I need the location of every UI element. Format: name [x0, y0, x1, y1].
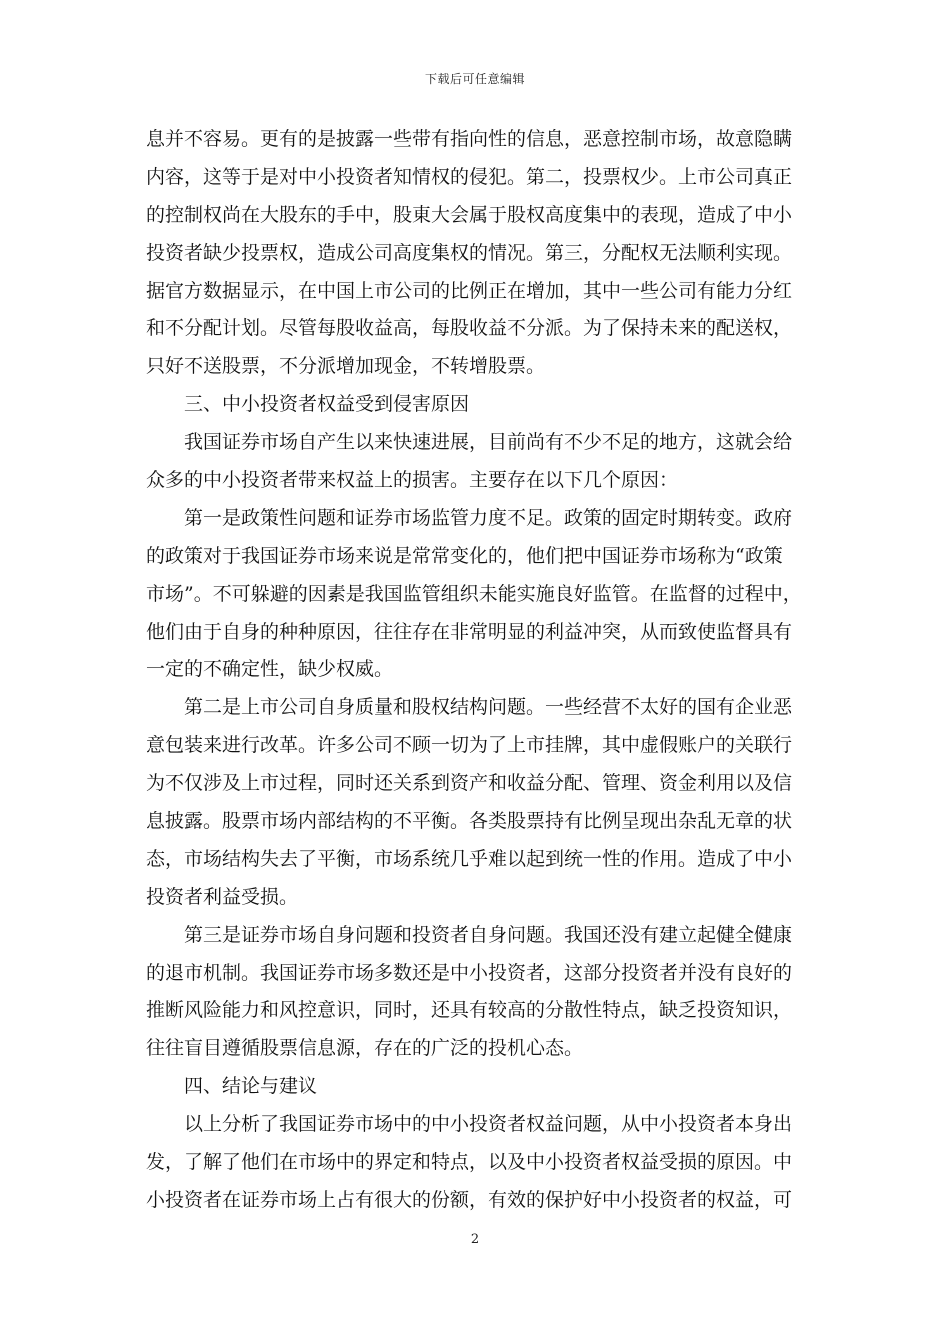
text-line: 的退市机制。我国证券市场多数还是中小投资者，这部分投资者并没有良好的	[146, 961, 793, 984]
text-line: 我国证券市场自产生以来快速进展，目前尚有不少不足的地方，这就会给	[184, 431, 793, 454]
text-line: 息并不容易。更有的是披露一些带有指向性的信息，恶意控制市场，故意隐瞒	[146, 128, 793, 150]
page-number: 2	[470, 1232, 480, 1247]
text-line: 以上分析了我国证券市场中的中小投资者权益问题，从中小投资者本身出	[184, 1113, 793, 1136]
text-line: 四、结论与建议	[184, 1075, 318, 1098]
text-line: 三、中小投资者权益受到侵害原因	[184, 393, 470, 416]
document-body	[146, 121, 812, 1220]
text-line: 态，市场结构失去了平衡，市场系统几乎难以起到统一性的作用。造成了中小	[146, 847, 793, 870]
text-line: 息披露。股票市场内部结构的不平衡。各类股票持有比例呈现出杂乱无章的状	[146, 810, 793, 833]
text-line: 他们由于自身的种种原因，往往存在非常明显的利益冲突，从而致使监督具有	[146, 620, 793, 643]
text-line: 内容，这等于是对中小投资者知情权的侵犯。第二，投票权少。上市公司真正	[146, 165, 793, 188]
text-line: 的控制权尚在大股东的手中，股東大会属于股权高度集中的表现，造成了中小	[146, 203, 793, 226]
text-line: 第一是政策性问题和证券市场监管力度不足。政策的固定时期转变。政府	[184, 506, 793, 529]
text-line: 众多的中小投资者带来权益上的损害。主要存在以下几个原因：	[146, 469, 679, 492]
text-line: 第三是证券市场自身问题和投资者自身问题。我国还没有建立起健全健康	[184, 923, 793, 946]
text-line: 意包装来进行改革。许多公司不顾一切为了上市挂牌，其中虚假账户的关联行	[146, 734, 793, 757]
page-header: 下载后可任意编辑	[424, 72, 525, 86]
text-line: 一定的不确定性，缺少权威。	[146, 658, 394, 681]
text-line: 投资者缺少投票权，造成公司高度集权的情况。第三，分配权无法顺利实现。	[146, 241, 793, 264]
text-line: 为不仅涉及上市过程，同时还关系到资产和收益分配、管理、资金利用以及信	[146, 772, 793, 795]
text-line: 投资者利益受损。	[146, 885, 299, 908]
text-line: 和不分配计划。尽管每股收益高，每股收益不分派。为了保持未来的配送权，	[146, 317, 793, 340]
text-line: 推断风险能力和风控意识，同时，还具有较高的分散性特点，缺乏投资知识，	[146, 999, 793, 1022]
text-line: 的政策对于我国证券市场来说是常常变化的，他们把中国证券市场称为“政策	[146, 544, 783, 567]
text-line: 据官方数据显示，在中国上市公司的比例正在增加，其中一些公司有能力分红	[146, 279, 793, 302]
text-line: 小投资者在证券市场上占有很大的份额，有效的保护好中小投资者的权益，可	[146, 1188, 793, 1211]
text-line: 只好不送股票，不分派增加现金，不转增股票。	[146, 355, 546, 378]
text-line: 第二是上市公司自身质量和股权结构问题。一些经营不太好的国有企业恶	[184, 696, 793, 719]
text-line: 发，了解了他们在市场中的界定和特点，以及中小投资者权益受损的原因。中	[146, 1151, 793, 1174]
text-line: 市场”。不可躲避的因素是我国监管组织未能实施良好监管。在监督的过程中，	[146, 582, 802, 605]
text-line: 往往盲目遵循股票信息源，存在的广泛的投机心态。	[146, 1037, 584, 1060]
